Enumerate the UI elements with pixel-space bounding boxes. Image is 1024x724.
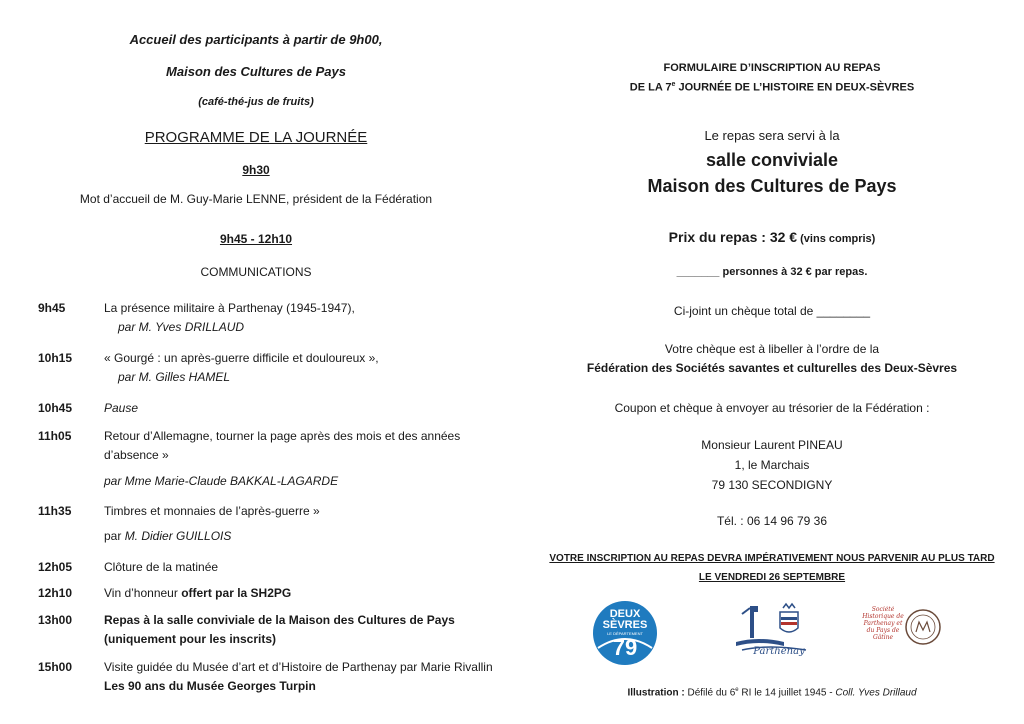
schedule-title-continued: d’absence » (104, 448, 169, 462)
parthenay-wordmark: Parthenay (753, 646, 805, 657)
schedule-time: 12h10 (38, 586, 73, 600)
schedule-title: La présence militaire à Parthenay (1945-1947), (104, 301, 355, 315)
schedule-title: Visite guidée du Musée d’art et d’Histoire de Parthenay par Marie Rivallin (104, 660, 493, 674)
form-title-suffix: JOURNÉE DE L’HISTOIRE EN DEUX-SÈVRES (675, 81, 915, 94)
schedule-time: 13h00 (38, 613, 73, 627)
illustration-caption (520, 687, 1024, 698)
schedule-title: Retour d’Allemagne, tourner la page après des mois et des années (104, 429, 461, 443)
deux-sevres-line2: SÈVRES (602, 619, 648, 631)
session-time: 9h45 - 12h10 (219, 232, 293, 246)
registration-form-column (520, 0, 1024, 724)
address-line: 79 130 SECONDIGNY (711, 478, 833, 492)
schedule-time: 15h00 (38, 660, 73, 674)
schedule-title-continued: Les 90 ans du Musée Georges Turpin (104, 679, 316, 693)
venue-name: Maison des Cultures de Pays (647, 176, 897, 196)
society-seal (904, 608, 942, 646)
price-line (520, 229, 1024, 247)
schedule-title-line (104, 584, 514, 603)
form-title-line-1: FORMULAIRE D’INSCRIPTION AU REPAS (663, 62, 881, 74)
parthenay-logo (728, 598, 820, 664)
illustration-text: Défilé du 6 (684, 687, 736, 699)
schedule-time: 10h45 (38, 401, 73, 415)
price-label: Prix du repas : 32 € (668, 229, 798, 245)
speaker-prefix: par (104, 529, 125, 543)
price-note: (vins compris) (797, 233, 876, 245)
refreshments-line: (café-thé-jus de fruits) (198, 96, 314, 108)
schedule-speaker: par Mme Marie-Claude BAKKAL-LAGARDE (104, 474, 339, 488)
schedule-title: « Gourgé : un après-guerre difficile et douloureux », (104, 351, 379, 365)
schedule-title: Vin d’honneur (104, 586, 182, 600)
schedule-time: 11h35 (38, 504, 72, 518)
illustration-text-2: RI le 14 juillet 1945 - (738, 687, 836, 699)
schedule-title-continued: (uniquement pour les inscrits) (104, 632, 277, 646)
schedule-time: 10h15 (38, 351, 73, 365)
address-line: 1, le Marchais (734, 458, 810, 472)
schedule-title: Timbres et monnaies de l’après-guerre » (104, 504, 320, 518)
programme-title: PROGRAMME DE LA JOURNÉE (144, 129, 368, 146)
venue-line: Maison des Cultures de Pays (166, 64, 346, 79)
schedule-speaker-line (104, 527, 514, 546)
schedule-time: 9h45 (38, 301, 66, 315)
illustration-credit: Coll. Yves Drillaud (835, 687, 917, 699)
deadline-line-1: VOTRE INSCRIPTION AU REPAS DEVRA IMPÉRATIVEMENT NOUS PARVENIR AU PLUS TARD (549, 553, 995, 564)
persons-blank: _______ (676, 266, 720, 278)
hall-name: salle conviviale (705, 150, 839, 170)
illustration-label: Illustration : (627, 687, 685, 699)
federation-name: Fédération des Sociétés savantes et culturelles des Deux-Sèvres (586, 361, 958, 375)
send-to: Coupon et chèque à envoyer au trésorier de la Fédération : (614, 401, 930, 415)
schedule-title: Repas à la salle conviviale de la Maison des Cultures de Pays (104, 613, 455, 627)
opening-text: Mot d’accueil de M. Guy-Marie LENNE, président de la Fédération (79, 192, 433, 206)
opening-time: 9h30 (242, 163, 270, 177)
illustration-sup: e (735, 687, 739, 693)
schedule-speaker: par M. Gilles HAMEL (118, 370, 231, 384)
cheque-order: Votre chèque est à libeller à l’ordre de la (664, 342, 880, 356)
schedule-speaker: par M. Yves DRILLAUD (118, 320, 245, 334)
served-text: Le repas sera servi à la (704, 128, 840, 143)
phone-number: Tél. : 06 14 96 79 36 (716, 514, 828, 528)
persons-line (520, 266, 1024, 278)
society-logo (860, 600, 942, 662)
schedule-title: Clôture de la matinée (104, 560, 219, 574)
schedule-time: 12h05 (38, 560, 73, 574)
deux-sevres-number: 79 (612, 635, 638, 660)
form-title-line-2 (520, 81, 1024, 94)
form-title-sup: e (671, 81, 676, 88)
address-line: Monsieur Laurent PINEAU (701, 438, 843, 452)
society-wordmark: Société Historique de Parthenay et du Pays de Gâtine (862, 606, 904, 641)
welcome-line: Accueil des participants à partir de 9h00, (129, 32, 383, 47)
cheque-total: Ci-joint un chèque total de ________ (673, 304, 871, 318)
session-label: COMMUNICATIONS (200, 265, 312, 279)
deux-sevres-sub: LE DÉPARTEMENT (607, 631, 643, 636)
schedule-title: Pause (104, 401, 139, 415)
form-title-prefix: DE LA 7 (629, 81, 672, 94)
schedule-speaker: M. Didier GUILLOIS (124, 529, 232, 543)
deux-sevres-line1: DEUX (609, 608, 641, 620)
schedule-time: 11h05 (38, 429, 72, 443)
persons-text: personnes à 32 € par repas. (719, 266, 868, 278)
deadline-line-2: LE VENDREDI 26 SEPTEMBRE (698, 572, 846, 583)
schedule-title-bold: offert par la SH2PG (181, 586, 292, 600)
deux-sevres-logo (592, 600, 658, 666)
